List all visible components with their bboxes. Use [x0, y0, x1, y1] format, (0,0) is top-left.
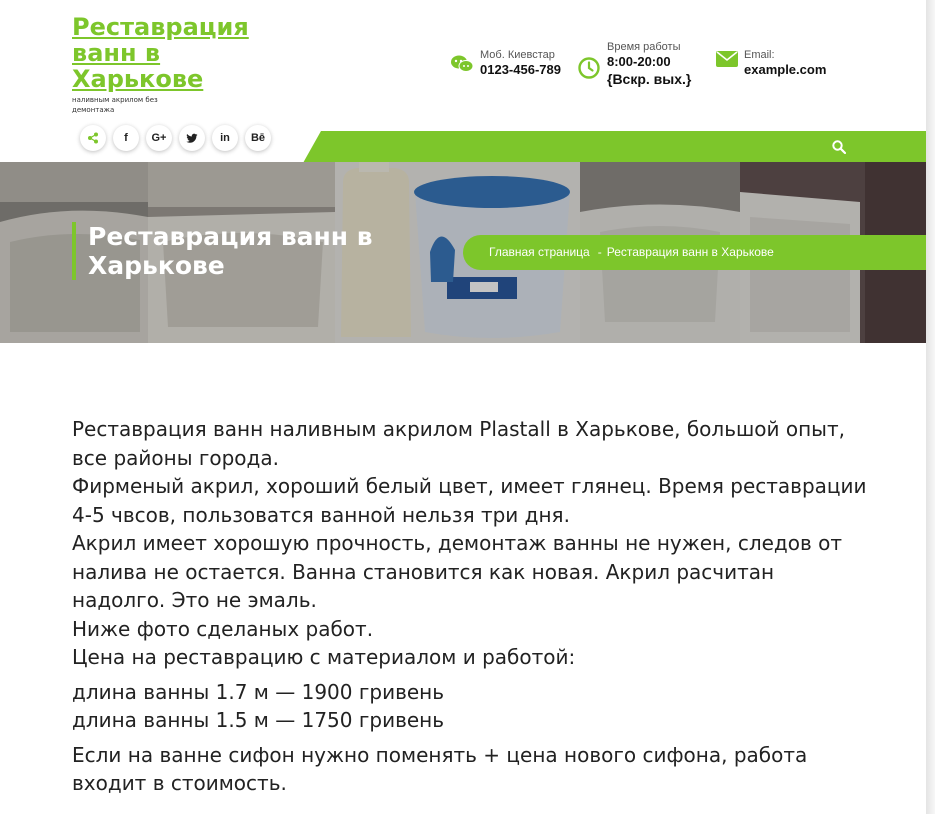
page-edge-shadow [926, 0, 935, 814]
breadcrumb-home-link[interactable]: Главная страница [489, 245, 590, 259]
content-paragraph: Цена на реставрацию с материалом и работой: [72, 645, 576, 669]
contact-phone [450, 48, 561, 78]
site-title-link[interactable]: Реставрация ванн в Харькове [72, 13, 249, 93]
hours-label: Время работы [607, 41, 681, 53]
content-paragraph: Ниже фото сделаных работ. [72, 616, 374, 641]
google-plus-icon[interactable]: G+ [146, 125, 172, 151]
chat-bubbles-icon [450, 52, 474, 76]
search-icon[interactable] [832, 140, 846, 154]
clock-icon [577, 56, 601, 80]
facebook-icon[interactable]: f [113, 125, 139, 151]
linkedin-icon[interactable]: in [212, 125, 238, 151]
contact-hours [577, 40, 691, 88]
price-item: длина ванны 1.7 м — 1900 гривень [72, 679, 445, 704]
content-paragraph: Если на ванне сифон нужно поменять + цена нового сифона, работа входит в стоимость. [72, 742, 808, 795]
main-content [72, 415, 872, 798]
social-links [80, 125, 271, 151]
phone-label: Моб. Киевстар [480, 49, 555, 61]
hours-extra: {Вскр. вых.} [607, 71, 692, 87]
site-branding [72, 14, 272, 115]
content-paragraph: Фирменый акрил, хороший белый цвет, имеет глянец. Время реставрации 4-5 чвсов, пользоватся ванной нельзя три дня. [72, 474, 867, 527]
behance-icon[interactable]: Bē [245, 125, 271, 151]
page-title: Реставрация ванн в Харькове [72, 222, 392, 280]
content-paragraph: Акрил имеет хорошую прочность, демонтаж ванны не нужен, следов от налива не остается. Ванна становится как новая. Акрил расчитан надолго. Это не эмаль. [72, 531, 843, 612]
email-label: Email: [744, 49, 775, 61]
phone-value[interactable]: 0123-456-789 [480, 62, 561, 77]
content-paragraph: Реставрация ванн наливным акрилом Plastall в Харькове, большой опыт, все районы города. [72, 417, 845, 470]
breadcrumb [463, 235, 927, 270]
site-description: наливным акрилом без демонтажа [72, 96, 158, 114]
share-icon[interactable] [80, 125, 106, 151]
price-item: длина ванны 1.5 м — 1750 гривень [72, 708, 445, 732]
email-value[interactable]: example.com [744, 62, 827, 77]
page-hero [0, 162, 927, 343]
contact-email [716, 48, 826, 78]
hours-value: 8:00-20:00 [607, 54, 671, 69]
envelope-icon [716, 50, 738, 68]
twitter-icon[interactable] [179, 125, 205, 151]
breadcrumb-current: Реставрация ванн в Харькове [606, 245, 774, 259]
breadcrumb-separator: - [597, 245, 602, 259]
